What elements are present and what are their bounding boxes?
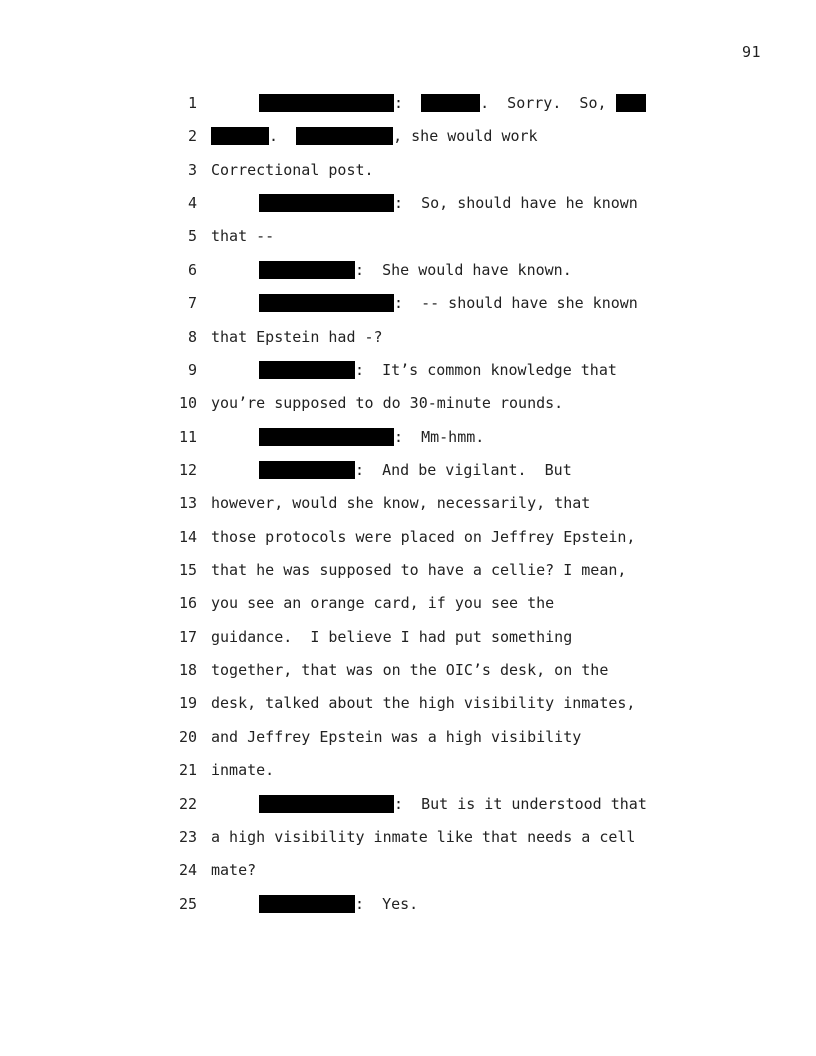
redaction-block [259,795,394,813]
text-segment: guidance. I believe I had put something [211,627,573,646]
transcript-line [0,393,816,413]
line-number: 13 [178,494,197,513]
line-number: 10 [178,394,197,413]
transcript-line [0,327,816,347]
transcript-line [0,360,816,380]
line-text [259,894,418,914]
line-number: 15 [178,561,197,580]
transcript-line [0,860,816,880]
line-text [259,293,638,313]
line-text [211,226,274,246]
text-segment: and Jeffrey Epstein was a high visibility [211,727,582,746]
line-number: 11 [178,427,197,446]
text-segment: : She would have known. [355,260,572,279]
text-segment: : -- should have she known [394,294,638,313]
text-segment: you see an orange card, if you see the [211,594,555,613]
redaction-block [259,361,355,379]
text-segment: : But is it understood that [394,794,647,813]
line-text [211,660,608,680]
line-number: 4 [187,194,197,213]
redaction-block [296,127,393,145]
line-text [211,160,374,180]
transcript-line [0,126,816,146]
transcript-line [0,427,816,447]
transcript-line [0,593,816,613]
text-segment: a high visibility inmate like that needs a cell [211,827,636,846]
line-text [211,693,635,713]
line-text [211,393,563,413]
line-text [211,760,274,780]
text-segment: that he was supposed to have a cellie? I mean, [211,561,627,580]
transcript-line [0,293,816,313]
line-number: 22 [178,794,197,813]
transcript-line [0,527,816,547]
transcript-line [0,93,816,113]
transcript-line [0,260,816,280]
transcript-line [0,760,816,780]
transcript-line [0,727,816,747]
line-text [211,327,383,347]
line-number: 7 [187,294,197,313]
text-segment: : And be vigilant. But [355,460,572,479]
line-number: 17 [178,627,197,646]
transcript-line [0,794,816,814]
redaction-block [616,94,646,112]
line-number: 8 [187,327,197,346]
line-text [259,260,572,280]
transcript-line [0,660,816,680]
line-text [211,126,538,146]
text-segment: mate? [211,861,257,880]
text-segment: , she would work [393,127,538,146]
text-segment: desk, talked about the high visibility inmates, [211,694,636,713]
line-text [211,627,572,647]
line-number: 21 [178,761,197,780]
line-number: 12 [178,460,197,479]
transcript-line [0,627,816,647]
text-segment: together, that was on the OIC’s desk, on the [211,661,609,680]
text-segment: . [269,127,297,146]
line-number: 3 [187,160,197,179]
line-text [211,493,590,513]
text-segment: those protocols were placed on Jeffrey Epstein, [211,527,636,546]
line-text [259,460,572,480]
line-text [211,560,626,580]
redaction-block [259,895,355,913]
line-text [259,193,638,213]
text-segment: however, would she know, necessarily, that [211,494,591,513]
transcript-line [0,193,816,213]
redaction-block [259,428,394,446]
redaction-block [259,461,355,479]
line-text [211,827,635,847]
line-number: 16 [178,594,197,613]
line-number: 2 [187,127,197,146]
line-number: 23 [178,827,197,846]
line-number: 24 [178,861,197,880]
line-number: 14 [178,527,197,546]
text-segment: : Mm-hmm. [394,427,485,446]
text-segment: : [394,94,422,112]
text-segment: you’re supposed to do 30-minute rounds. [211,394,564,413]
transcript-line [0,560,816,580]
text-segment: : It’s common knowledge that [355,360,617,379]
text-segment: inmate. [211,761,275,780]
line-text [211,860,256,880]
line-text [211,727,581,747]
line-number: 9 [187,360,197,379]
line-number: 6 [187,260,197,279]
line-number: 5 [187,227,197,246]
text-segment: that Epstein had -? [211,327,383,346]
line-number: 18 [178,661,197,680]
redaction-block [259,94,394,112]
line-text [211,593,554,613]
redaction-block [421,94,480,112]
page-number: 91 [741,43,761,61]
transcript-line [0,160,816,180]
transcript-line [0,226,816,246]
text-segment: : So, should have he known [394,194,638,213]
line-text [211,527,635,547]
transcript-line [0,693,816,713]
line-text [259,93,646,113]
redaction-block [211,127,269,145]
transcript-line [0,460,816,480]
line-number: 1 [187,94,197,112]
redaction-block [259,261,355,279]
redaction-block [259,294,394,312]
line-text [259,360,617,380]
redaction-block [259,194,394,212]
text-segment: : Yes. [355,894,419,913]
text-segment: . Sorry. So, [480,94,616,112]
transcript-line [0,827,816,847]
line-text [259,794,647,814]
line-number: 19 [178,694,197,713]
transcript-line [0,894,816,914]
line-number: 25 [178,894,197,913]
line-number: 20 [178,727,197,746]
transcript-line [0,493,816,513]
text-segment: that -- [211,227,275,246]
line-text [259,427,484,447]
text-segment: Correctional post. [211,160,374,179]
